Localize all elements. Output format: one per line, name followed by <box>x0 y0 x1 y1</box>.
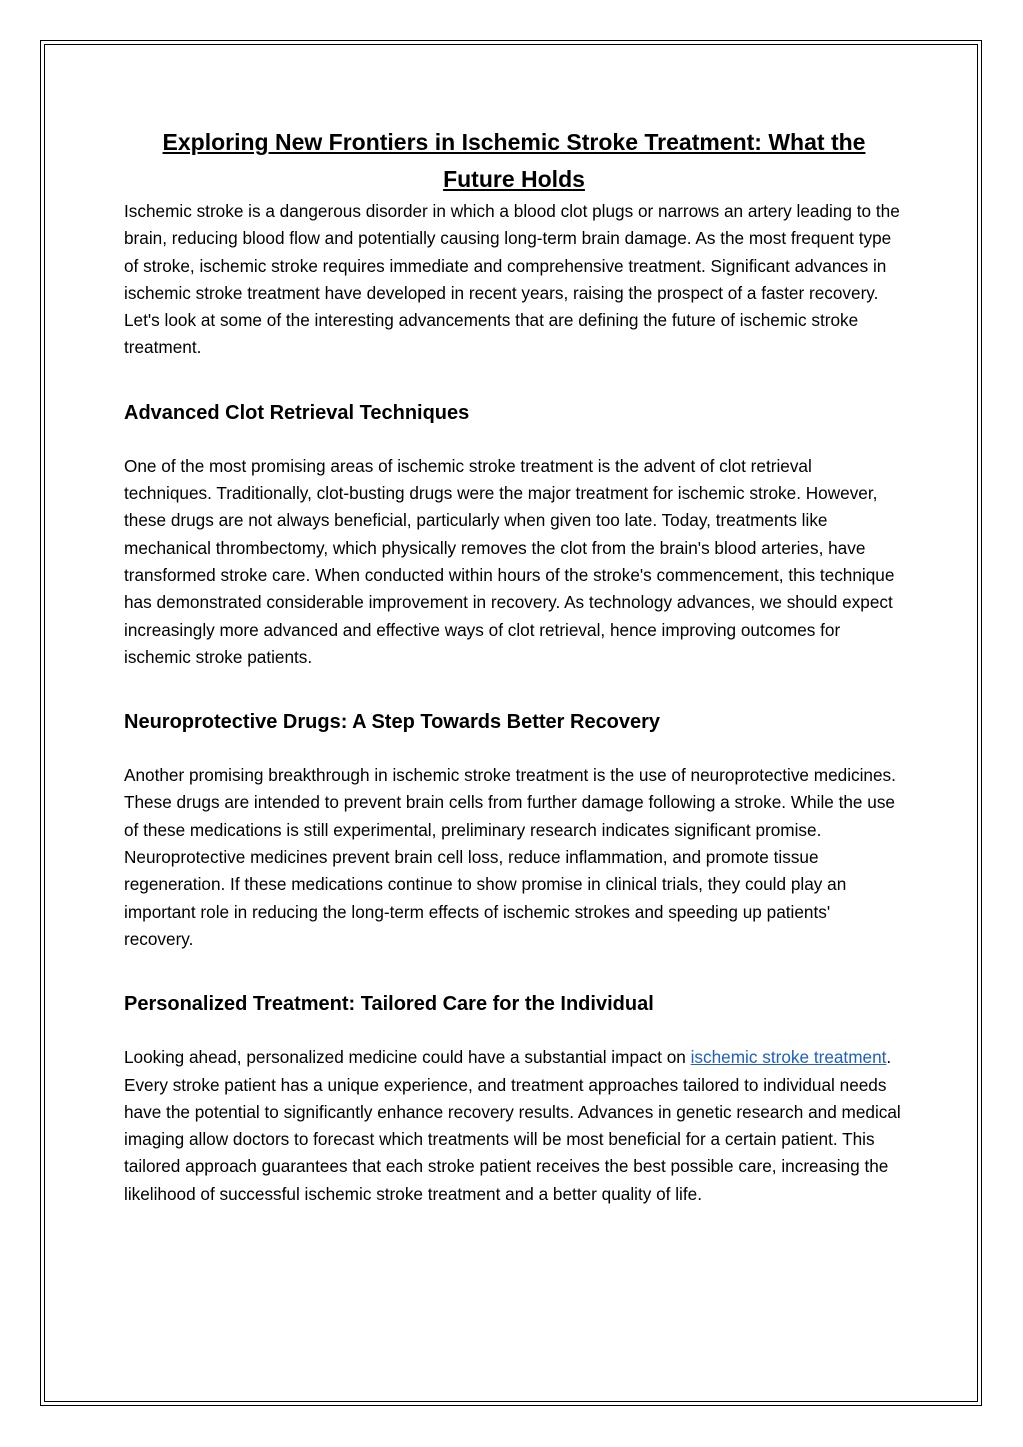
section-paragraph: Another promising breakthrough in ischemic stroke treatment is the use of neuroprotective medicines. These drugs are intended to prevent brain cells from further damage following a stroke. While the use of these medications is still experimental, preliminary research indicates significant promise. Neuroprotective medicines prevent brain cell loss, reduce inflammation, and promote tissue regeneration. If these medications continue to show promise in clinical trials, they could play an important role in reducing the long-term effects of ischemic strokes and speeding up patients' recovery. <box>124 765 896 949</box>
paragraph-text-before-link: Looking ahead, personalized medicine could have a substantial impact on <box>124 1047 691 1068</box>
document-title: Exploring New Frontiers in Ischemic Stroke Treatment: What the Future Holds <box>162 129 866 192</box>
section-paragraph <box>124 1044 904 1208</box>
section-heading: Neuroprotective Drugs: A Step Towards Better Recovery <box>124 711 661 734</box>
paragraph-text-after-link: . Every stroke patient has a unique experience, and treatment approaches tailored to individual needs have the potential to significantly enhance recovery results. Advances in genetic research and medical imaging allow doctors to forecast which treatments will be most beneficial for a certain patient. This tailored approach guarantees that each stroke patient receives the best possible care, increasing the likelihood of successful ischemic stroke treatment and a better quality of life. <box>124 1047 901 1204</box>
section-heading: Advanced Clot Retrieval Techniques <box>124 401 470 424</box>
intro-paragraph: Ischemic stroke is a dangerous disorder in which a blood clot plugs or narrows an artery leading to the brain, reducing blood flow and potentially causing long-term brain damage. As the most frequent type of stroke, ischemic stroke requires immediate and comprehensive treatment. Significant advances in ischemic stroke treatment have developed in recent years, raising the prospect of a faster recovery. Let's look at some of the interesting advancements that are defining the future of ischemic stroke treatment. <box>124 201 900 358</box>
section-personalized-treatment <box>124 990 904 1208</box>
section-heading: Personalized Treatment: Tailored Care for the Individual <box>124 993 654 1016</box>
section-clot-retrieval <box>124 399 904 671</box>
ischemic-stroke-treatment-link[interactable]: ischemic stroke treatment <box>690 1047 887 1068</box>
document-body <box>124 124 904 1208</box>
section-neuroprotective-drugs <box>124 708 904 953</box>
section-paragraph: One of the most promising areas of ischemic stroke treatment is the advent of clot retrieval techniques. Traditionally, clot-busting drugs were the major treatment for ischemic stroke. However, these drugs are not always beneficial, particularly when given too late. Today, treatments like mechanical thrombectomy, which physically removes the clot from the brain's blood arteries, have transformed stroke care. When conducted within hours of the stroke's commencement, this technique has demonstrated considerable improvement in recovery. As technology advances, we should expect increasingly more advanced and effective ways of clot retrieval, hence improving outcomes for ischemic stroke patients. <box>124 455 895 667</box>
